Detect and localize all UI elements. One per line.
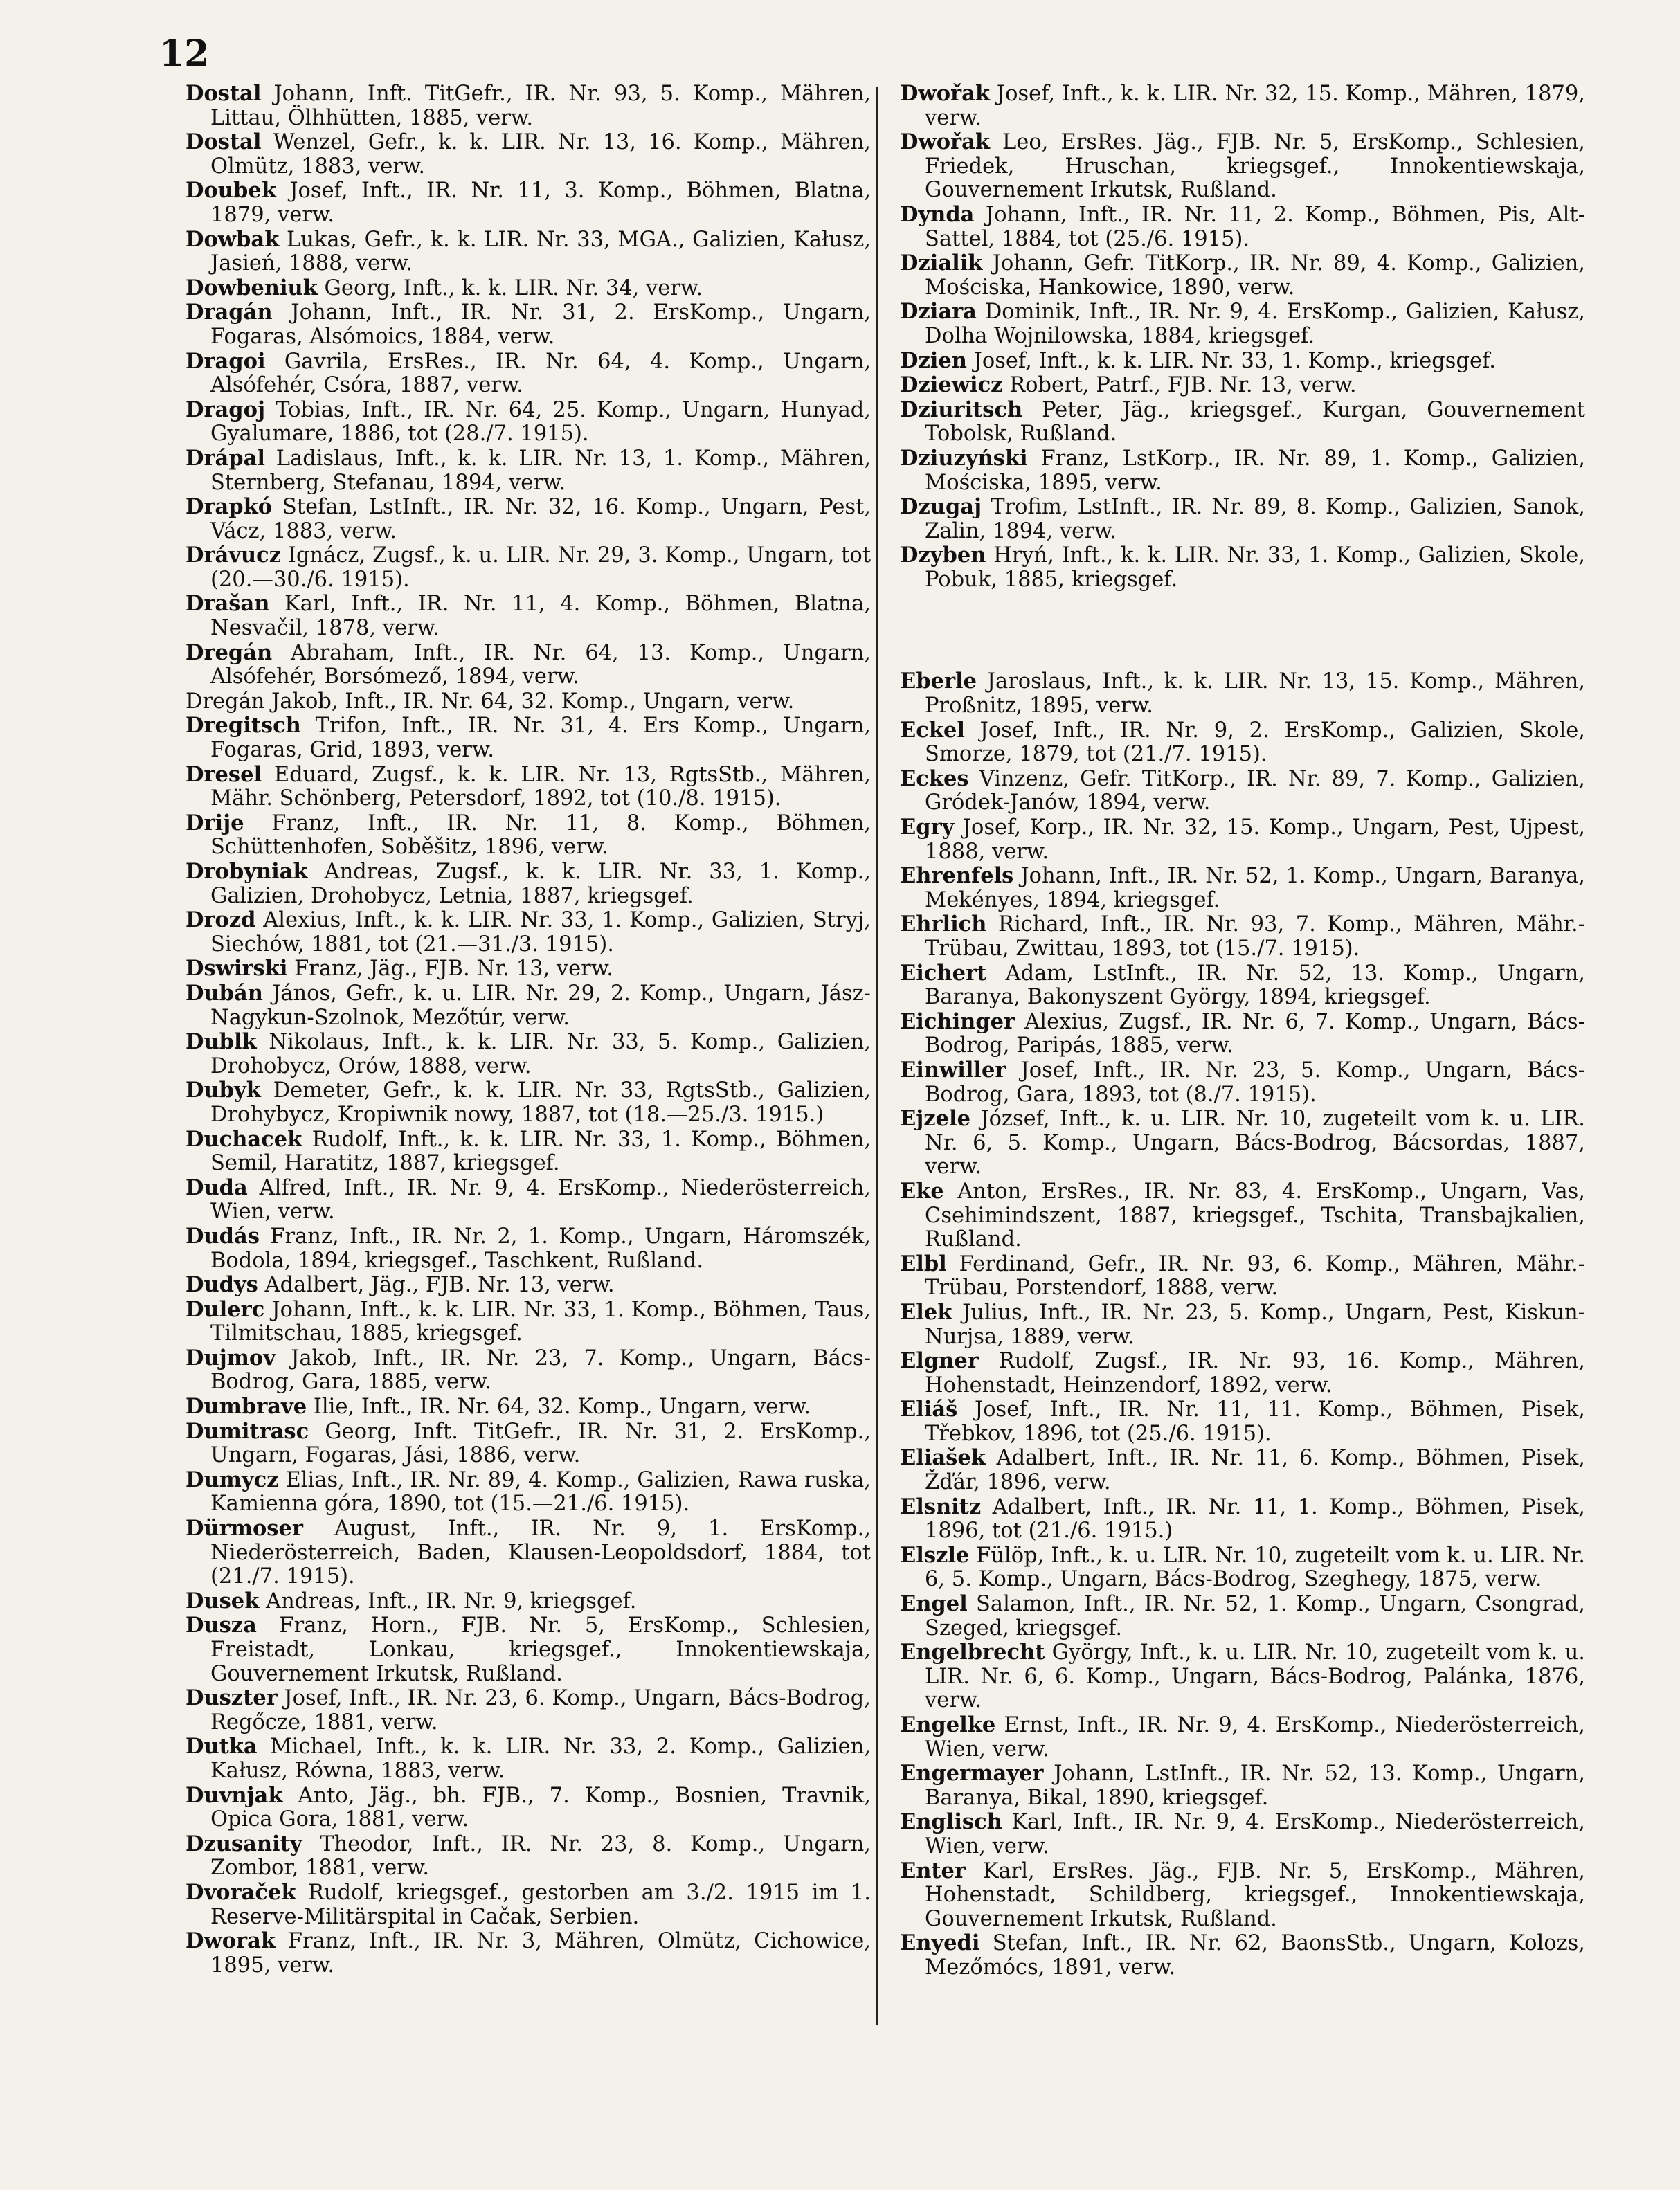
entry-surname: Dziuritsch — [900, 397, 1023, 422]
entry-details: Rudolf, Zugsf., IR. Nr. 93, 16. Komp., Mähren, Hohenstadt, Heinzendorf, 1892, verw. — [925, 1349, 1585, 1397]
register-entry — [900, 1107, 1585, 1179]
entry-details: Ilie, Inft., IR. Nr. 64, 32. Komp., Ungarn, verw. — [307, 1395, 811, 1420]
entry-details: Jakob, Inft., IR. Nr. 23, 7. Komp., Ungarn, Bács-Bodrog, Gara, 1885, verw. — [210, 1346, 871, 1395]
entries-group-d — [900, 82, 1585, 592]
register-entry — [186, 1030, 871, 1078]
register-entry — [900, 1713, 1585, 1762]
register-entry — [900, 669, 1585, 718]
entry-surname: Egry — [900, 815, 955, 840]
entry-surname: Dwořak — [900, 81, 991, 106]
entry-surname: Engermayer — [900, 1761, 1044, 1786]
entry-details: Robert, Patrf., FJB. Nr. 13, verw. — [1002, 373, 1357, 398]
entry-surname: Dowbak — [186, 226, 280, 252]
entry-details: Adam, LstInft., IR. Nr. 52, 13. Komp., Ungarn, Baranya, Bakonyszent György, 1894, kriegsgef. — [925, 961, 1585, 1010]
register-entry — [186, 811, 871, 860]
register-entry — [186, 1832, 871, 1881]
register-entry — [900, 815, 1585, 864]
entry-details: Johann, LstInft., IR. Nr. 52, 13. Komp., Ungarn, Baranya, Bikal, 1890, kriegsgef. — [925, 1762, 1585, 1810]
register-entry — [900, 912, 1585, 961]
register-entry — [186, 1517, 871, 1589]
entry-details: Rudolf, Inft., k. k. LIR. Nr. 33, 1. Komp., Böhmen, Semil, Haratitz, 1887, kriegsgef. — [210, 1127, 871, 1176]
entry-surname: Dynda — [900, 201, 975, 227]
entry-surname: Dumycz — [186, 1467, 279, 1492]
register-entry — [186, 228, 871, 276]
register-entry — [186, 543, 871, 592]
entry-surname: Engel — [900, 1591, 968, 1617]
register-entry — [900, 1640, 1585, 1713]
entry-details: Josef, Inft., k. k. LIR. Nr. 33, 1. Komp., kriegsgef. — [966, 348, 1496, 373]
entry-details: Johann, Gefr. TitKorp., IR. Nr. 89, 4. Komp., Galizien, Mościska, Hankowice, 1890, verw. — [925, 251, 1585, 300]
register-entry — [900, 82, 1585, 130]
entry-surname: Drije — [186, 810, 244, 835]
register-entry — [186, 300, 871, 349]
register-entry — [900, 1010, 1585, 1058]
entry-surname: Drápal — [186, 445, 265, 471]
entry-surname: Dowbeniuk — [186, 275, 318, 300]
entry-surname: Engelke — [900, 1712, 996, 1737]
register-entry — [186, 1420, 871, 1468]
register-entry — [186, 276, 871, 301]
entry-surname: Dzien — [900, 347, 967, 373]
entry-surname: Dswirski — [186, 956, 288, 981]
register-entry — [900, 1762, 1585, 1810]
entry-details: Ernst, Inft., IR. Nr. 9, 4. ErsKomp., Niederösterreich, Wien, verw. — [925, 1713, 1585, 1762]
entry-surname: Drávucz — [186, 543, 282, 568]
entry-surname: Engelbrecht — [900, 1640, 1045, 1665]
entry-details: Josef, Inft., IR. Nr. 11, 3. Komp., Böhmen, Blatna, 1879, verw. — [210, 179, 871, 227]
entry-details: Georg, Inft. TitGefr., IR. Nr. 31, 2. ErsKomp., Ungarn, Fogaras, Jási, 1886, verw. — [210, 1419, 871, 1468]
entry-details: Josef, Inft., IR. Nr. 11, 11. Komp., Böhmen, Pisek, Třebkov, 1896, tot (25./6. 1915). — [925, 1397, 1585, 1446]
register-entry — [186, 1224, 871, 1273]
entry-details: Johann, Inft., IR. Nr. 31, 2. ErsKomp., Ungarn, Fogaras, Alsómoics, 1884, verw. — [210, 300, 871, 349]
register-entry — [900, 961, 1585, 1010]
entry-surname: Elgner — [900, 1348, 979, 1374]
entry-details: August, Inft., IR. Nr. 9, 1. ErsKomp., Niederösterreich, Baden, Klausen-Leopoldsdorf, 1884, tot (21./7. 1915). — [210, 1517, 871, 1589]
entry-surname: Dutka — [186, 1734, 258, 1759]
entry-surname: Dulerc — [186, 1296, 265, 1322]
entry-details: Karl, ErsRes. Jäg., FJB. Nr. 5, ErsKomp., Mähren, Hohenstadt, Schildberg, kriegsgef., Innokentiewskaja, Gouvernement Irkutsk, Rußland. — [925, 1858, 1585, 1931]
register-entry — [186, 763, 871, 811]
entry-details: Adalbert, Inft., IR. Nr. 11, 1. Komp., Böhmen, Pisek, 1896, tot (21./6. 1915.) — [925, 1494, 1585, 1544]
entry-surname: Dziewicz — [900, 372, 1003, 398]
entry-surname: Dublk — [186, 1029, 257, 1055]
left-column — [186, 82, 871, 1978]
entry-details: Franz, Inft., IR. Nr. 3, Mähren, Olmütz, Cichowice, 1895, verw. — [210, 1929, 871, 1978]
entry-surname: Eliáš — [900, 1397, 958, 1422]
group-gap — [900, 592, 1585, 669]
entry-surname: Dzugaj — [900, 494, 982, 520]
entry-details: Salamon, Inft., IR. Nr. 52, 1. Komp., Ungarn, Csongrad, Szeged, kriegsgef. — [925, 1592, 1585, 1640]
entry-details: Leo, ErsRes. Jäg., FJB. Nr. 5, ErsKomp., Schlesien, Friedek, Hruschan, kriegsgef., Innokentiewskaja, Gouvernement Irkutsk, Rußland. — [925, 130, 1585, 203]
register-entry — [900, 300, 1585, 348]
entry-details: József, Inft., k. u. LIR. Nr. 10, zugeteilt vom k. u. LIR. Nr. 6, 5. Komp., Ungarn, Bács-Bodrog, Bácsordas, 1887, verw. — [925, 1107, 1585, 1179]
register-entry — [900, 1179, 1585, 1252]
entry-details: Andreas, Zugsf., k. k. LIR. Nr. 33, 1. Komp., Galizien, Drohobycz, Letnia, 1887, kriegsgef. — [210, 860, 871, 908]
entry-details: Franz, Inft., IR. Nr. 11, 8. Komp., Böhmen, Schüttenhofen, Soběšitz, 1896, verw. — [210, 811, 871, 860]
entry-details: Franz, Inft., IR. Nr. 2, 1. Komp., Ungarn, Háromszék, Bodola, 1894, kriegsgef., Taschkent, Rußland. — [210, 1224, 871, 1273]
entry-surname: Ehrlich — [900, 912, 987, 937]
entry-surname: Dvoraček — [186, 1879, 296, 1905]
right-column — [900, 82, 1585, 1980]
entry-details: György, Inft., k. u. LIR. Nr. 10, zugeteilt vom k. u. LIR. Nr. 6, 6. Komp., Ungarn, Bács-Bodrog, Palánka, 1876, verw. — [925, 1640, 1585, 1713]
register-entry — [186, 1346, 871, 1395]
page-number: 12 — [159, 33, 210, 75]
entry-surname: Dziara — [900, 299, 977, 325]
register-entry — [186, 1395, 871, 1420]
register-entry — [900, 1931, 1585, 1980]
entry-surname: Eberle — [900, 669, 977, 694]
entry-details: Adalbert, Inft., IR. Nr. 11, 6. Komp., Böhmen, Pisek, Žďár, 1896, verw. — [925, 1446, 1585, 1495]
entry-surname: Duda — [186, 1175, 248, 1200]
entry-details: Franz, Jäg., FJB. Nr. 13, verw. — [287, 957, 613, 981]
register-entry — [186, 689, 871, 714]
entry-surname: Dubyk — [186, 1078, 261, 1103]
entry-details: Hryń, Inft., k. k. LIR. Nr. 33, 1. Komp., Galizien, Skole, Pobuk, 1885, kriegsgef. — [925, 543, 1585, 592]
register-entry — [186, 1298, 871, 1346]
register-entry — [900, 1058, 1585, 1107]
entry-details: Franz, Horn., FJB. Nr. 5, ErsKomp., Schlesien, Freistadt, Lonkau, kriegsgef., Innokentiewskaja, Gouvernement Irkutsk, Rußland. — [210, 1613, 871, 1686]
register-entry — [186, 350, 871, 398]
entry-surname: Duvnjak — [186, 1782, 283, 1808]
entry-details: Michael, Inft., k. k. LIR. Nr. 33, 2. Komp., Galizien, Kałusz, Równa, 1883, verw. — [210, 1735, 871, 1783]
register-entry — [900, 1810, 1585, 1858]
entry-details: Josef, Inft., k. k. LIR. Nr. 32, 15. Komp., Mähren, 1879, verw. — [925, 82, 1585, 130]
register-entry — [186, 130, 871, 179]
entry-surname: Dubán — [186, 980, 263, 1006]
entry-details: Nikolaus, Inft., k. k. LIR. Nr. 33, 5. Komp., Galizien, Drohobycz, Orów, 1888, verw. — [210, 1030, 871, 1078]
entry-surname: Enter — [900, 1858, 966, 1883]
entry-details: Tobias, Inft., IR. Nr. 64, 25. Komp., Ungarn, Hunyad, Gyalumare, 1886, tot (28./7. 1915). — [210, 397, 871, 446]
register-entry — [186, 1735, 871, 1783]
register-entry — [900, 373, 1585, 398]
entry-surname: Dürmoser — [186, 1516, 303, 1541]
entry-details: János, Gefr., k. u. LIR. Nr. 29, 2. Komp., Ungarn, Jász-Nagykun-Szolnok, Mezőtúr, verw. — [210, 981, 871, 1030]
entry-details: Karl, Inft., IR. Nr. 11, 4. Komp., Böhmen, Blatna, Nesvačil, 1878, verw. — [210, 592, 871, 641]
entry-surname: Elsnitz — [900, 1494, 982, 1519]
register-entry — [900, 398, 1585, 446]
register-entry — [900, 203, 1585, 251]
entry-surname: Englisch — [900, 1809, 1002, 1835]
entry-surname: Dragoi — [186, 348, 266, 374]
register-entry — [900, 767, 1585, 815]
entry-details: Elias, Inft., IR. Nr. 89, 4. Komp., Galizien, Rawa ruska, Kamienna góra, 1890, tot (15.—21./6. 1915). — [210, 1467, 871, 1517]
entry-details: Stefan, LstInft., IR. Nr. 32, 16. Komp., Ungarn, Pest, Vácz, 1883, verw. — [210, 495, 871, 543]
entry-surname: Duchacek — [186, 1126, 302, 1152]
entry-details: Eduard, Zugsf., k. k. LIR. Nr. 13, RgtsStb., Mähren, Mähr. Schönberg, Petersdorf, 1892, tot (10./8. 1915). — [210, 762, 871, 811]
register-entry — [186, 1078, 871, 1127]
entry-surname: Elszle — [900, 1542, 970, 1568]
entry-details: Adalbert, Jäg., FJB. Nr. 13, verw. — [258, 1273, 615, 1298]
register-entry — [186, 592, 871, 640]
entry-details: Georg, Inft., k. k. LIR. Nr. 34, verw. — [317, 275, 703, 300]
entry-surname: Dujmov — [186, 1345, 276, 1370]
entry-details: Rudolf, kriegsgef., gestorben am 3./2. 1915 im 1. Reserve-Militärspital in Cačak, Serbien. — [210, 1880, 871, 1929]
entry-details: Jaroslaus, Inft., k. k. LIR. Nr. 13, 15. Komp., Mähren, Proßnitz, 1895, verw. — [925, 669, 1585, 718]
register-entry — [186, 1881, 871, 1929]
register-entry — [900, 251, 1585, 300]
register-entry — [186, 908, 871, 957]
entry-details: Peter, Jäg., kriegsgef., Kurgan, Gouvernement Tobolsk, Rußland. — [925, 397, 1585, 446]
entry-surname: Dudys — [186, 1272, 258, 1298]
entry-surname: Drašan — [186, 591, 270, 617]
register-entry — [186, 495, 871, 543]
entry-details: Johann, Inft., IR. Nr. 52, 1. Komp., Ungarn, Baranya, Mekényes, 1894, kriegsgef. — [925, 864, 1585, 912]
entry-details: Stefan, Inft., IR. Nr. 62, BaonsStb., Ungarn, Kolozs, Mezőmócs, 1891, verw. — [925, 1931, 1585, 1980]
entry-details: Gavrila, ErsRes., IR. Nr. 64, 4. Komp., Ungarn, Alsófehér, Csóra, 1887, verw. — [210, 349, 871, 398]
entry-details: Ferdinand, Gefr., IR. Nr. 93, 6. Komp., Mähren, Mähr.-Trübau, Porstendorf, 1888, verw. — [925, 1251, 1585, 1301]
register-entry — [900, 1544, 1585, 1592]
entry-details: Abraham, Inft., IR. Nr. 64, 13. Komp., Ungarn, Alsófehér, Borsómező, 1894, verw. — [210, 640, 871, 689]
entry-details: Johann, Inft., k. k. LIR. Nr. 33, 1. Komp., Böhmen, Taus, Tilmitschau, 1885, kriegsgef. — [210, 1297, 871, 1346]
entry-details: Josef, Inft., IR. Nr. 23, 5. Komp., Ungarn, Bács-Bodrog, Gara, 1893, tot (8./7. 1915). — [925, 1058, 1585, 1107]
entry-details: Fülöp, Inft., k. u. LIR. Nr. 10, zugeteilt vom k. u. LIR. Nr. 6, 5. Komp., Ungarn, Bács-Bodrog, Szeghegy, 1875, verw. — [925, 1543, 1585, 1592]
register-entry — [186, 1613, 871, 1686]
register-entry — [186, 1176, 871, 1224]
entry-details: Richard, Inft., IR. Nr. 93, 7. Komp., Mähren, Mähr.-Trübau, Zwittau, 1893, tot (15./7. 1915). — [925, 912, 1585, 961]
register-entry — [186, 860, 871, 908]
entry-surname: Dusek — [186, 1588, 260, 1613]
entry-surname: Dostal — [186, 129, 262, 155]
register-entry — [186, 641, 871, 689]
entry-surname: Eckel — [900, 717, 965, 743]
register-entry — [186, 981, 871, 1030]
entry-details: Johann, Inft., IR. Nr. 11, 2. Komp., Böhmen, Pis, Alt-Sattel, 1884, tot (25./6. 1915). — [925, 202, 1585, 251]
entry-details: Josef, Korp., IR. Nr. 32, 15. Komp., Ungarn, Pest, Ujpest, 1888, verw. — [925, 815, 1585, 864]
register-entry — [186, 1273, 871, 1298]
register-entry — [900, 718, 1585, 767]
entry-details: Demeter, Gefr., k. k. LIR. Nr. 33, RgtsStb., Galizien, Drohybycz, Kropiwnik nowy, 1887, tot (18.—25./3. 1915.) — [210, 1078, 871, 1127]
entry-details: Theodor, Inft., IR. Nr. 23, 8. Komp., Ungarn, Zombor, 1881, verw. — [210, 1831, 871, 1881]
entry-details: Vinzenz, Gefr. TitKorp., IR. Nr. 89, 7. Komp., Galizien, Gródek-Janów, 1894, verw. — [925, 766, 1585, 815]
entry-surname: Dziuzyński — [900, 445, 1028, 471]
register-entry — [900, 1252, 1585, 1301]
entry-details: Alfred, Inft., IR. Nr. 9, 4. ErsKomp., Niederösterreich, Wien, verw. — [210, 1175, 871, 1224]
entry-details: Alexius, Zugsf., IR. Nr. 6, 7. Komp., Ungarn, Bács-Bodrog, Paripás, 1885, verw. — [925, 1009, 1585, 1058]
entry-surname: Duszter — [186, 1685, 278, 1711]
entry-surname: Eichinger — [900, 1008, 1015, 1034]
entry-surname: Eliašek — [900, 1445, 986, 1471]
register-entry — [900, 446, 1585, 495]
entry-surname: Elbl — [900, 1251, 947, 1276]
entry-details: Josef, Inft., IR. Nr. 9, 2. ErsKomp., Galizien, Skole, Smorze, 1879, tot (21./7. 1915). — [925, 718, 1585, 767]
entry-surname: Drozd — [186, 907, 256, 933]
entry-surname: Doubek — [186, 178, 276, 203]
entry-surname: Dzyben — [900, 543, 986, 568]
entry-details: Trifon, Inft., IR. Nr. 31, 4. Ers Komp., Ungarn, Fogaras, Grid, 1893, verw. — [210, 714, 871, 763]
register-entry — [900, 1301, 1585, 1349]
entry-surname: Dresel — [186, 761, 262, 787]
entry-surname: Drapkó — [186, 494, 273, 520]
entry-details: Dominik, Inft., IR. Nr. 9, 4. ErsKomp., Galizien, Kałusz, Dolha Wojnilowska, 1884, kriegsgef. — [925, 300, 1585, 348]
entry-details: Anto, Jäg., bh. FJB., 7. Komp., Bosnien, Travnik, Opica Gora, 1881, verw. — [210, 1783, 871, 1832]
entry-surname: Dragán — [186, 300, 273, 325]
column-divider — [876, 87, 878, 2025]
entry-surname: Eckes — [900, 766, 969, 791]
register-entry — [900, 1349, 1585, 1397]
register-entry — [900, 130, 1585, 203]
register-entry — [900, 1592, 1585, 1640]
register-entry — [900, 864, 1585, 912]
register-entry — [900, 349, 1585, 374]
entry-surname: Dzialik — [900, 251, 983, 276]
entry-surname: Dumbrave — [186, 1394, 307, 1420]
entry-details: Wenzel, Gefr., k. k. LIR. Nr. 13, 16. Komp., Mähren, Olmütz, 1883, verw. — [210, 130, 871, 179]
entry-surname: Dregitsch — [186, 713, 301, 739]
register-entry — [186, 1929, 871, 1978]
register-entry — [186, 1589, 871, 1614]
entry-surname: Dworak — [186, 1928, 276, 1954]
entry-surname: Eichert — [900, 960, 987, 986]
entry-surname: Ehrenfels — [900, 863, 1014, 889]
register-entry — [186, 1784, 871, 1832]
entry-details: Julius, Inft., IR. Nr. 23, 5. Komp., Ungarn, Pest, Kiskun-Nurjsa, 1889, verw. — [925, 1300, 1585, 1349]
entry-surname: Dostal — [186, 81, 262, 106]
entry-surname: Einwiller — [900, 1057, 1006, 1083]
register-entry — [900, 1859, 1585, 1932]
entry-details: Ignácz, Zugsf., k. u. LIR. Nr. 29, 3. Komp., Ungarn, tot (20.—30./6. 1915). — [210, 543, 871, 592]
entry-surname: Eke — [900, 1178, 944, 1204]
entry-surname: Enyedi — [900, 1930, 980, 1956]
entry-surname: Elek — [900, 1299, 952, 1325]
register-entry — [186, 1468, 871, 1517]
register-entry — [186, 714, 871, 762]
register-entry — [186, 179, 871, 227]
register-entry — [900, 543, 1585, 592]
entry-details: Karl, Inft., IR. Nr. 9, 4. ErsKomp., Niederösterreich, Wien, verw. — [925, 1810, 1585, 1858]
register-entry — [186, 1686, 871, 1735]
entry-surname: Dzusanity — [186, 1831, 302, 1856]
entry-surname: Ejzele — [900, 1106, 970, 1132]
entry-details: Andreas, Inft., IR. Nr. 9, kriegsgef. — [259, 1589, 637, 1613]
entries-group-e — [900, 669, 1585, 1980]
register-entry — [900, 1397, 1585, 1446]
entry-surname: Drobyniak — [186, 859, 308, 884]
entry-surname: Dwořak — [900, 129, 991, 155]
entry-surname: Dragoj — [186, 397, 265, 422]
entry-details: Johann, Inft. TitGefr., IR. Nr. 93, 5. Komp., Mähren, Littau, Ölhhütten, 1885, verw. — [210, 82, 871, 130]
entry-surname: Dusza — [186, 1613, 257, 1638]
entry-surname: Dregán — [186, 640, 273, 665]
entry-details: Franz, LstKorp., IR. Nr. 89, 1. Komp., Galizien, Mościska, 1895, verw. — [925, 446, 1585, 495]
entry-details: Ladislaus, Inft., k. k. LIR. Nr. 13, 1. Komp., Mähren, Sternberg, Stefanau, 1894, verw. — [210, 446, 871, 495]
register-entry — [900, 495, 1585, 543]
register-entry — [186, 82, 871, 130]
entry-details: Trofim, LstInft., IR. Nr. 89, 8. Komp., Galizien, Sanok, Zalin, 1894, verw. — [925, 495, 1585, 543]
entry-surname: Dumitrasc — [186, 1418, 309, 1444]
entry-details: Dregán Jakob, Inft., IR. Nr. 64, 32. Komp., Ungarn, verw. — [186, 689, 795, 714]
entry-details: Lukas, Gefr., k. k. LIR. Nr. 33, MGA., Galizien, Kałusz, Jasień, 1888, verw. — [210, 227, 871, 276]
entry-details: Alexius, Inft., k. k. LIR. Nr. 33, 1. Komp., Galizien, Stryj, Siechów, 1881, tot (21.—31./3. 1915). — [210, 908, 871, 957]
register-entry — [900, 1446, 1585, 1494]
entry-surname: Dudás — [186, 1223, 260, 1249]
entry-details: Josef, Inft., IR. Nr. 23, 6. Komp., Ungarn, Bács-Bodrog, Regőcze, 1881, verw. — [210, 1686, 871, 1735]
register-entry — [186, 957, 871, 981]
register-entry — [900, 1495, 1585, 1544]
entry-details: Anton, ErsRes., IR. Nr. 83, 4. ErsKomp., Ungarn, Vas, Csehimindszent, 1887, kriegsgef., Tschita, Transbajkalien, Rußland. — [925, 1179, 1585, 1252]
register-entry — [186, 446, 871, 495]
register-entry — [186, 398, 871, 446]
register-entry — [186, 1128, 871, 1176]
